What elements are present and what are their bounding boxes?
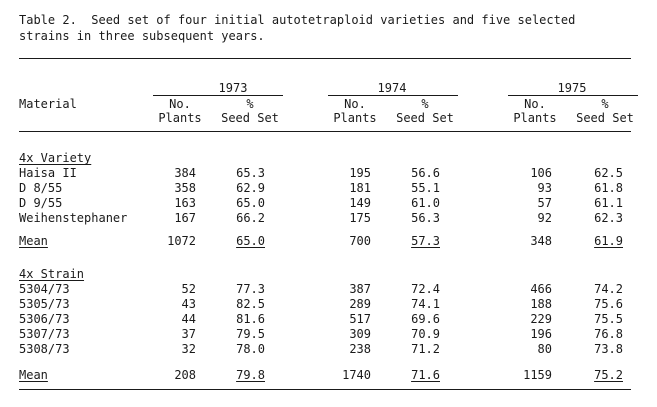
cell-1975-seedset: 61.1 xyxy=(594,196,623,210)
cell-1973-plants: 43 xyxy=(181,297,196,311)
mean-1975-plants: 348 xyxy=(530,234,552,248)
cell-1973-plants: 37 xyxy=(181,327,196,341)
cell-1975-seedset: 61.8 xyxy=(594,181,623,195)
group-title-strain: 4x Strain xyxy=(19,267,85,281)
seed-set-1974-line2: Seed Set xyxy=(396,111,454,125)
mean-1973-seedset: 79.8 xyxy=(236,368,265,382)
cell-1973-plants: 44 xyxy=(181,312,196,326)
mean-1974-plants: 1740 xyxy=(342,368,371,382)
cell-1974-plants: 387 xyxy=(349,282,371,296)
year-1975: 1975 xyxy=(557,81,587,95)
mean-1973-plants: 208 xyxy=(174,368,196,382)
cell-1975-plants: 80 xyxy=(537,342,552,356)
row-label: 5307/73 xyxy=(19,327,70,341)
cell-1975-plants: 106 xyxy=(530,166,552,180)
cell-1974-plants: 175 xyxy=(349,211,371,225)
cell-1973-plants: 32 xyxy=(181,342,196,356)
no-plants-1975-line2: Plants xyxy=(513,111,557,125)
cell-1973-plants: 358 xyxy=(174,181,196,195)
cell-1975-plants: 93 xyxy=(537,181,552,195)
cell-1975-plants: 196 xyxy=(530,327,552,341)
mean-1974-seedset: 57.3 xyxy=(411,234,440,248)
mean-1973-plants: 1072 xyxy=(167,234,196,248)
caption-line-2: strains in three subsequent years. xyxy=(19,29,265,43)
cell-1973-seedset: 79.5 xyxy=(236,327,265,341)
cell-1974-seedset: 61.0 xyxy=(411,196,440,210)
cell-1974-seedset: 55.1 xyxy=(411,181,440,195)
seed-set-1974-line1: % xyxy=(421,97,429,111)
no-plants-1973-line1: No. xyxy=(169,97,191,111)
cell-1973-plants: 384 xyxy=(174,166,196,180)
cell-1975-plants: 92 xyxy=(537,211,552,225)
cell-1975-seedset: 75.6 xyxy=(594,297,623,311)
cell-1974-seedset: 56.3 xyxy=(411,211,440,225)
year-1973: 1973 xyxy=(218,81,248,95)
cell-1974-seedset: 74.1 xyxy=(411,297,440,311)
cell-1973-plants: 163 xyxy=(174,196,196,210)
seed-set-1975-line2: Seed Set xyxy=(576,111,634,125)
mean-1975-plants: 1159 xyxy=(523,368,552,382)
cell-1975-seedset: 75.5 xyxy=(594,312,623,326)
no-plants-1973-line2: Plants xyxy=(158,111,202,125)
cell-1973-seedset: 78.0 xyxy=(236,342,265,356)
cell-1975-plants: 57 xyxy=(537,196,552,210)
material-header: Material xyxy=(19,97,77,111)
cell-1974-seedset: 71.2 xyxy=(411,342,440,356)
cell-1973-seedset: 77.3 xyxy=(236,282,265,296)
cell-1974-plants: 289 xyxy=(349,297,371,311)
no-plants-1974-line2: Plants xyxy=(333,111,377,125)
row-label: 5308/73 xyxy=(19,342,70,356)
cell-1975-plants: 229 xyxy=(530,312,552,326)
row-label: Haisa II xyxy=(19,166,77,180)
mean-1975-seedset: 61.9 xyxy=(594,234,623,248)
cell-1973-seedset: 82.5 xyxy=(236,297,265,311)
cell-1973-plants: 52 xyxy=(181,282,196,296)
mean-1974-seedset: 71.6 xyxy=(411,368,440,382)
cell-1973-seedset: 81.6 xyxy=(236,312,265,326)
group-title-variety: 4x Variety xyxy=(19,151,92,165)
cell-1974-plants: 309 xyxy=(349,327,371,341)
row-label: 5304/73 xyxy=(19,282,70,296)
table-caption xyxy=(19,12,575,44)
cell-1975-seedset: 73.8 xyxy=(594,342,623,356)
bottom-rule xyxy=(19,389,631,390)
year-1974: 1974 xyxy=(377,81,407,95)
top-rule xyxy=(19,58,631,59)
row-label: 5305/73 xyxy=(19,297,70,311)
header-rule xyxy=(19,131,631,132)
cell-1975-seedset: 62.5 xyxy=(594,166,623,180)
row-label: D 9/55 xyxy=(19,196,63,210)
mean-1974-plants: 700 xyxy=(349,234,371,248)
cell-1973-plants: 167 xyxy=(174,211,196,225)
year-1973-underline xyxy=(153,95,283,96)
caption-line-1: Table 2. Seed set of four initial autotetraploid varieties and five selected xyxy=(19,13,576,27)
seed-set-1973-line2: Seed Set xyxy=(221,111,279,125)
cell-1974-seedset: 70.9 xyxy=(411,327,440,341)
year-1975-underline xyxy=(508,95,638,96)
cell-1975-seedset: 62.3 xyxy=(594,211,623,225)
row-label: 5306/73 xyxy=(19,312,70,326)
mean-1975-seedset: 75.2 xyxy=(594,368,623,382)
cell-1975-plants: 188 xyxy=(530,297,552,311)
cell-1974-plants: 238 xyxy=(349,342,371,356)
row-label: Weihenstephaner xyxy=(19,211,128,225)
cell-1973-seedset: 66.2 xyxy=(236,211,265,225)
mean-1973-seedset: 65.0 xyxy=(236,234,265,248)
mean-label: Mean xyxy=(19,234,48,248)
cell-1975-seedset: 76.8 xyxy=(594,327,623,341)
cell-1974-plants: 195 xyxy=(349,166,371,180)
cell-1974-seedset: 69.6 xyxy=(411,312,440,326)
cell-1974-plants: 517 xyxy=(349,312,371,326)
seed-set-1975-line1: % xyxy=(601,97,609,111)
cell-1973-seedset: 62.9 xyxy=(236,181,265,195)
no-plants-1975-line1: No. xyxy=(524,97,546,111)
no-plants-1974-line1: No. xyxy=(344,97,366,111)
row-label: D 8/55 xyxy=(19,181,63,195)
cell-1974-plants: 181 xyxy=(349,181,371,195)
mean-label: Mean xyxy=(19,368,48,382)
cell-1974-seedset: 56.6 xyxy=(411,166,440,180)
cell-1974-seedset: 72.4 xyxy=(411,282,440,296)
seed-set-1973-line1: % xyxy=(246,97,254,111)
cell-1973-seedset: 65.0 xyxy=(236,196,265,210)
cell-1975-seedset: 74.2 xyxy=(594,282,623,296)
cell-1975-plants: 466 xyxy=(530,282,552,296)
cell-1974-plants: 149 xyxy=(349,196,371,210)
cell-1973-seedset: 65.3 xyxy=(236,166,265,180)
year-1974-underline xyxy=(328,95,458,96)
